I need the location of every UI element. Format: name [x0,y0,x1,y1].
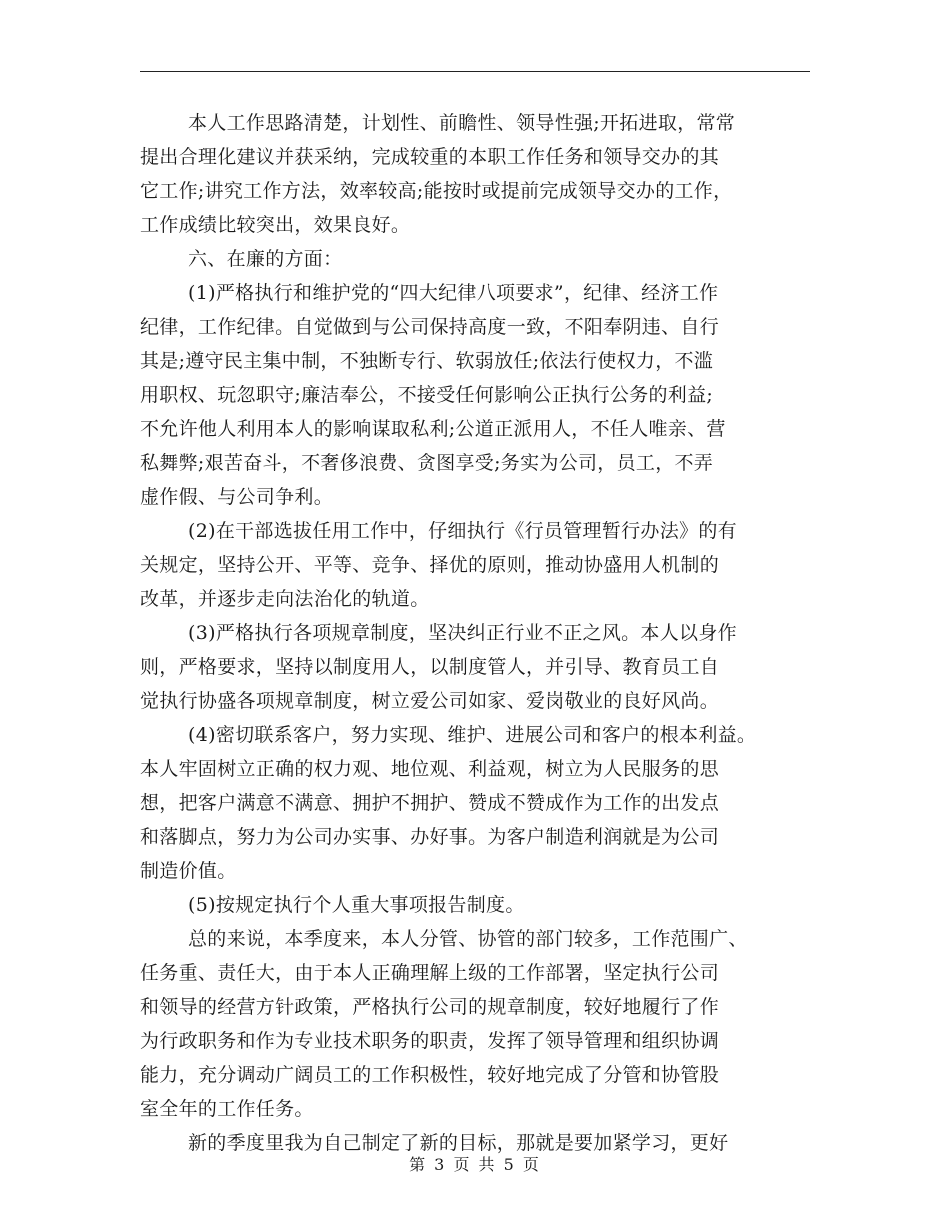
text-line: 纪律，工作纪律。自觉做到与公司保持高度一致，不阳奉阴违、自行 [140,316,720,338]
text-line: 本人牢固树立正确的权力观、地位观、利益观，树立为人民服务的思 [140,758,720,780]
text-line: 新的季度里我为自己制定了新的目标，那就是要加紧学习，更好 [188,1132,729,1154]
text-line: 本人工作思路清楚，计划性、前瞻性、领导性强;开拓进取，常常 [188,112,736,134]
text-line: 关规定，坚持公开、平等、竞争、择优的原则，推动协盛用人机制的 [140,554,720,576]
text-line: 制造价值。 [140,860,237,882]
text-line: 六、在廉的方面： [188,248,343,270]
text-line: 觉执行协盛各项规章制度，树立爱公司如家、爱岗敬业的良好风尚。 [140,690,720,712]
text-line: 和领导的经营方针政策，严格执行公司的规章制度，较好地履行了作 [140,996,720,1018]
text-line: 和落脚点，努力为公司办实事、办好事。为客户制造利润就是为公司 [140,826,720,848]
text-line: 提出合理化建议并获采纳，完成较重的本职工作任务和领导交办的其 [140,146,720,168]
document-body [140,106,812,1160]
text-line: 总的来说，本季度来，本人分管、协管的部门较多，工作范围广、 [188,928,748,950]
text-line: (4)密切联系客户，努力实现、维护、进展公司和客户的根本利益。 [188,724,757,746]
text-line: (5)按规定执行个人重大事项报告制度。 [188,894,525,916]
text-line: 其是;遵守民主集中制，不独断专行、软弱放任;依法行使权力，不滥 [140,350,714,372]
text-line: 它工作;讲究工作方法，效率较高;能按时或提前完成领导交办的工作， [140,180,733,202]
text-line: 则，严格要求，坚持以制度用人，以制度管人，并引导、教育员工自 [140,656,720,678]
text-line: (3)严格执行各项规章制度，坚决纠正行业不正之风。本人以身作 [188,622,737,644]
text-line: 室全年的工作任务。 [140,1098,314,1120]
text-line: 能力，充分调动广阔员工的工作积极性，较好地完成了分管和协管股 [140,1064,720,1086]
text-line: 为行政职务和作为专业技术职务的职责，发挥了领导管理和组织协调 [140,1030,720,1052]
text-line: (1)严格执行和维护党的“四大纪律八项要求”，纪律、经济工作 [188,282,719,304]
text-line: 用职权、玩忽职守;廉洁奉公，不接受任何影响公正执行公务的利益; [140,384,714,406]
page-number-footer: 第 3 页 共 5 页 [409,1155,541,1174]
text-line: 想，把客户满意不满意、拥护不拥护、赞成不赞成作为工作的出发点 [140,792,720,814]
text-line: 不允许他人利用本人的影响谋取私利;公道正派用人，不任人唯亲、营 [140,418,726,440]
text-line: 虚作假、与公司争利。 [140,486,334,508]
text-line: 工作成绩比较突出，效果良好。 [140,214,411,236]
text-line: 任务重、责任大，由于本人正确理解上级的工作部署，坚定执行公司 [140,962,720,984]
text-line: 私舞弊;艰苦奋斗，不奢侈浪费、贪图享受;务实为公司，员工，不弄 [140,452,714,474]
text-line: 改革，并逐步走向法治化的轨道。 [140,588,430,610]
text-line: (2)在干部选拔任用工作中，仔细执行《行员管理暂行办法》的有 [188,520,737,542]
header-rule [140,71,810,72]
